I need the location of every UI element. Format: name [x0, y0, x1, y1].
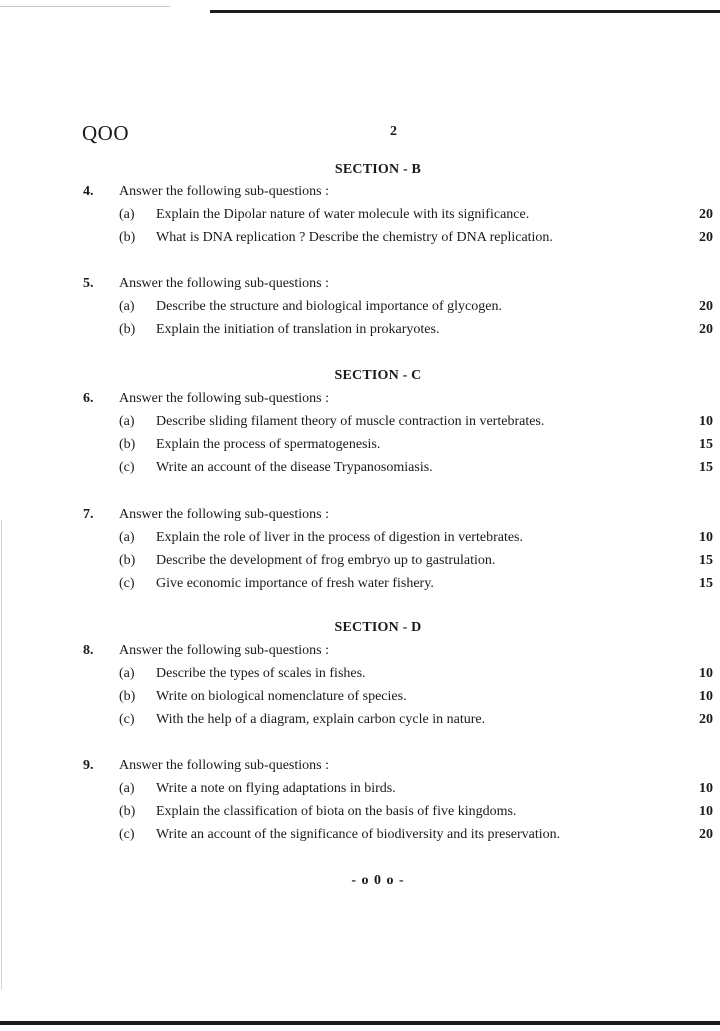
part-text-7a: Explain the role of liver in the process of digestion in vertebrates. — [156, 530, 524, 545]
part-text-7c: Give economic importance of fresh water fishery. — [156, 576, 434, 591]
question-number-8: 8. — [83, 643, 94, 658]
marks-5b: 20 — [699, 322, 713, 337]
part-label-6b: (b) — [119, 437, 136, 452]
question-number-6: 6. — [83, 391, 94, 406]
part-text-8a: Describe the types of scales in fishes. — [156, 666, 366, 681]
part-label-6c: (c) — [119, 460, 135, 475]
marks-7a: 10 — [699, 530, 713, 545]
end-of-paper-mark: - o 0 o - — [351, 873, 405, 888]
marks-6a: 10 — [699, 414, 713, 429]
marks-9a: 10 — [699, 781, 713, 796]
marks-4a: 20 — [699, 207, 713, 222]
marks-8a: 10 — [699, 666, 713, 681]
part-label-4b: (b) — [119, 230, 136, 245]
part-text-8b: Write on biological nomenclature of species. — [156, 689, 407, 704]
page-number: 2 — [390, 124, 397, 139]
marks-9b: 10 — [699, 804, 713, 819]
section-title-c: SECTION - C — [334, 368, 422, 383]
question-text-7: Answer the following sub-questions : — [119, 507, 329, 522]
part-label-8b: (b) — [119, 689, 136, 704]
part-label-5b: (b) — [119, 322, 136, 337]
part-label-6a: (a) — [119, 414, 135, 429]
part-text-6b: Explain the process of spermatogenesis. — [156, 437, 381, 452]
part-text-5a: Describe the structure and biological importance of glycogen. — [156, 299, 502, 314]
part-label-8c: (c) — [119, 712, 135, 727]
part-label-7b: (b) — [119, 553, 136, 568]
part-label-9b: (b) — [119, 804, 136, 819]
bottom-border-line — [0, 1021, 720, 1025]
marks-6b: 15 — [699, 437, 713, 452]
part-text-4b: What is DNA replication ? Describe the chemistry of DNA replication. — [156, 230, 553, 245]
question-number-9: 9. — [83, 758, 94, 773]
part-text-4a: Explain the Dipolar nature of water molecule with its significance. — [156, 207, 530, 222]
part-label-7a: (a) — [119, 530, 135, 545]
marks-4b: 20 — [699, 230, 713, 245]
part-text-9b: Explain the classification of biota on the basis of five kingdoms. — [156, 804, 517, 819]
question-text-8: Answer the following sub-questions : — [119, 643, 329, 658]
left-scan-edge — [1, 520, 2, 990]
question-text-6: Answer the following sub-questions : — [119, 391, 329, 406]
marks-5a: 20 — [699, 299, 713, 314]
question-text-9: Answer the following sub-questions : — [119, 758, 329, 773]
part-text-6a: Describe sliding filament theory of muscle contraction in vertebrates. — [156, 414, 545, 429]
question-text-4: Answer the following sub-questions : — [119, 184, 329, 199]
question-number-7: 7. — [83, 507, 94, 522]
part-text-9c: Write an account of the significance of biodiversity and its preservation. — [156, 827, 561, 842]
section-title-b: SECTION - B — [334, 162, 422, 177]
marks-8c: 20 — [699, 712, 713, 727]
paper-code: QOO — [82, 121, 129, 145]
part-label-9a: (a) — [119, 781, 135, 796]
part-text-5b: Explain the initiation of translation in prokaryotes. — [156, 322, 440, 337]
part-label-9c: (c) — [119, 827, 135, 842]
part-label-8a: (a) — [119, 666, 135, 681]
marks-8b: 10 — [699, 689, 713, 704]
scan-edge-line — [0, 6, 170, 7]
part-text-6c: Write an account of the disease Trypanosomiasis. — [156, 460, 433, 475]
marks-6c: 15 — [699, 460, 713, 475]
part-label-5a: (a) — [119, 299, 135, 314]
part-label-4a: (a) — [119, 207, 135, 222]
part-text-8c: With the help of a diagram, explain carbon cycle in nature. — [156, 712, 486, 727]
question-number-4: 4. — [83, 184, 94, 199]
section-title-d: SECTION - D — [334, 620, 422, 635]
part-label-7c: (c) — [119, 576, 135, 591]
part-text-7b: Describe the development of frog embryo up to gastrulation. — [156, 553, 496, 568]
top-border-line — [210, 10, 720, 13]
marks-7b: 15 — [699, 553, 713, 568]
part-text-9a: Write a note on flying adaptations in birds. — [156, 781, 396, 796]
marks-9c: 20 — [699, 827, 713, 842]
marks-7c: 15 — [699, 576, 713, 591]
question-number-5: 5. — [83, 276, 94, 291]
question-text-5: Answer the following sub-questions : — [119, 276, 329, 291]
